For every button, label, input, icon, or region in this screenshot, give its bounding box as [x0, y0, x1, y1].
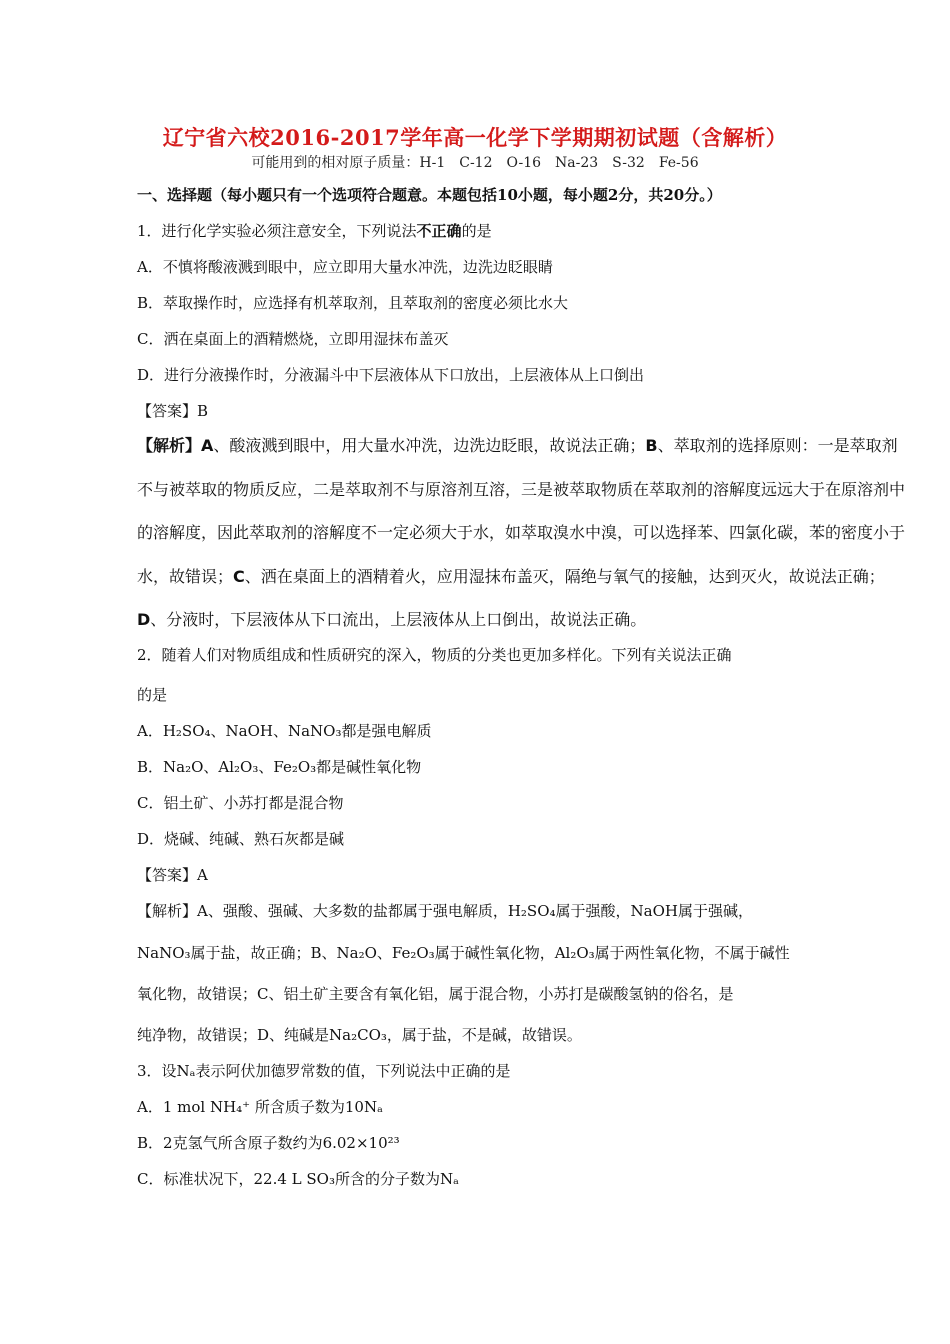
question-1-option-c: C．洒在桌面上的酒精燃烧，立即用湿抹布盖灭: [137, 330, 449, 348]
question-2-option-b: B．Na₂O、Al₂O₃、Fe₂O₃都是碱性氧化物: [137, 758, 422, 776]
question-2-explanation-line2: NaNO₃属于盐，故正确；B、Na₂O、Fe₂O₃属于碱性氧化物，Al₂O₃属于两性氧化物，不属于碱性: [137, 944, 790, 962]
question-3-option-c: C．标准状况下，22.4 L SO₃所含的分子数为Nₐ: [137, 1170, 459, 1188]
question-2-explanation-line3: 氧化物，故错误；C、铝土矿主要含有氧化铝，属于混合物，小苏打是碳酸氢钠的俗名，是: [137, 985, 734, 1003]
question-2-answer: 【答案】A: [137, 866, 208, 884]
atomic-mass-note: 可能用到的相对原子质量：H-1 C-12 O-16 Na-23 S-32 Fe-56: [251, 155, 699, 171]
question-3-option-a: A．1 mol NH₄⁺ 所含质子数为10Nₐ: [137, 1098, 383, 1116]
expl-option-c-label: C: [233, 566, 245, 586]
question-2-explanation-line4: 纯净物，故错误；D、纯碱是Na₂CO₃，属于盐，不是碱，故错误。: [137, 1026, 582, 1044]
question-2-option-c: C．铝土矿、小苏打都是混合物: [137, 794, 344, 812]
question-2-option-d: D．烧碱、纯碱、熟石灰都是碱: [137, 830, 345, 848]
question-2-stem-line2: 的是: [137, 686, 168, 704]
expl-option-b: 、萃取剂的选择原则：一是萃取剂不与被萃取的物质反应，二是萃取剂不与原溶剂互溶，三是被萃取物质在萃取剂的溶解度远远大于在原溶剂中的溶解度，因此萃取剂的溶解度不一定必须大于水，如萃取溴水中溴，可以选择苯、四氯化碳，苯的密度小于水，故错误；: [137, 436, 906, 586]
question-1-stem-end: 的是: [461, 222, 492, 240]
expl-option-d-label: D: [137, 610, 151, 629]
question-2-explanation-line1: 【解析】A、强酸、强碱、大多数的盐都属于强电解质，H₂SO₄属于强酸，NaOH属于强碱，: [137, 902, 753, 920]
expl-option-a: 、酸液溅到眼中，用大量水冲洗，边洗边眨眼，故说法正确；: [213, 436, 646, 455]
question-2-stem-line1: 2．随着人们对物质组成和性质研究的深入，物质的分类也更加多样化。下列有关说法正确: [137, 646, 732, 664]
question-1-emphasis: 不正确: [416, 222, 462, 240]
question-1-option-d: D．进行分液操作时，分液漏斗中下层液体从下口放出，上层液体从上口倒出: [137, 366, 645, 384]
expl-option-a-label: A: [201, 436, 214, 455]
expl-option-b-label: B: [645, 436, 658, 455]
question-3-stem: 3．设Nₐ表示阿伏加德罗常数的值，下列说法中正确的是: [137, 1062, 511, 1080]
expl-option-d: 、分液时，下层液体从下口流出，上层液体从上口倒出，故说法正确。: [150, 610, 647, 629]
question-2-option-a: A．H₂SO₄、NaOH、NaNO₃都是强电解质: [137, 722, 432, 740]
question-1-answer: 【答案】B: [137, 402, 209, 420]
section-heading: 一、选择题（每小题只有一个选项符合题意。本题包括10小题，每小题2分，共20分。）: [137, 186, 722, 204]
question-1-stem: [137, 222, 492, 240]
question-1-option-a: A．不慎将酸液溅到眼中，应立即用大量水冲洗，边洗边眨眼睛: [137, 258, 553, 276]
question-1-stem-text: 1．进行化学实验必须注意安全，下列说法: [137, 222, 417, 240]
question-1-option-b: B．萃取操作时，应选择有机萃取剂，且萃取剂的密度必须比水大: [137, 294, 569, 312]
explanation-label: 【解析】: [137, 436, 202, 455]
expl-option-c: 、洒在桌面上的酒精着火，应用湿抹布盖灭，隔绝与氧气的接触，达到灭火，故说法正确；: [244, 566, 885, 586]
question-3-option-b: B．2克氢气所含原子数约为6.02×10²³: [137, 1134, 400, 1152]
document-title: 辽宁省六校2016-2017学年高一化学下学期期初试题（含解析）: [162, 125, 788, 150]
question-1-explanation: [137, 424, 912, 642]
